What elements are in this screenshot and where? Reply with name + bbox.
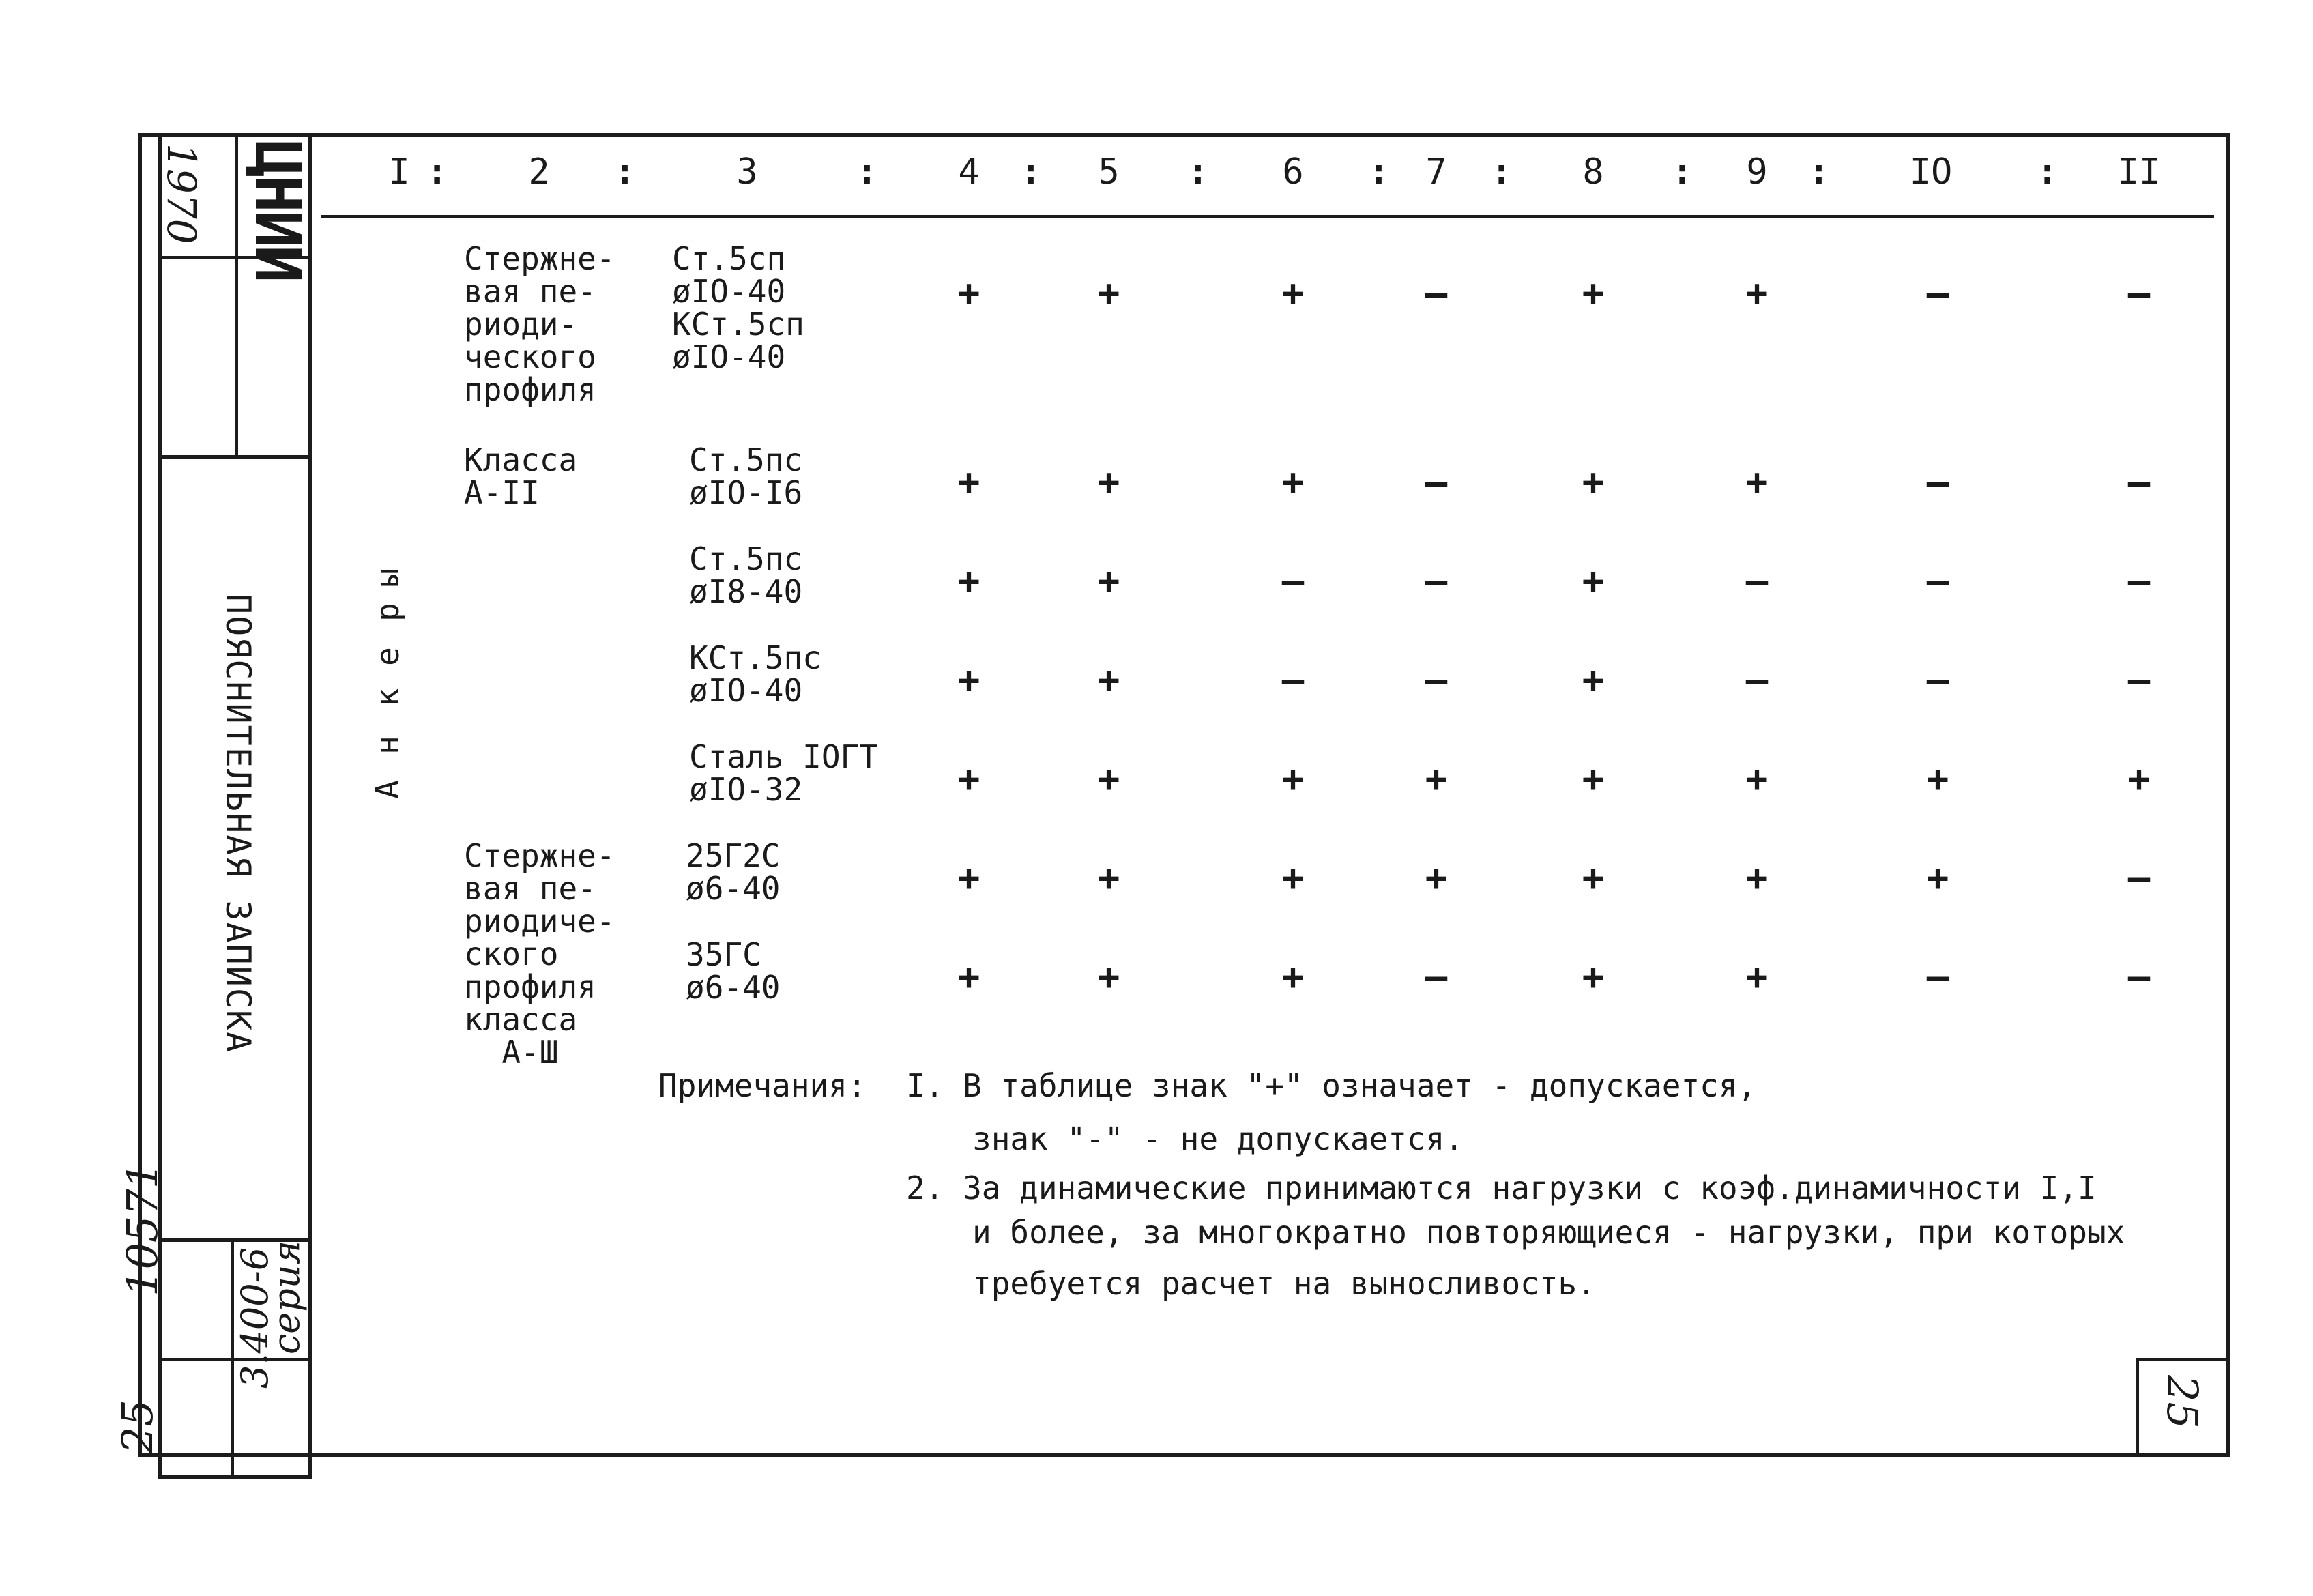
row-material: Ст.5сп øIO-40 КСт.5сп øIO-40 — [672, 240, 804, 375]
column-separator: : — [1020, 151, 1042, 192]
column-header-3: 3 — [736, 151, 758, 192]
row-mark-col-5: + — [1097, 757, 1120, 800]
column-separator: : — [1187, 151, 1209, 192]
row-mark-col-11: – — [2127, 658, 2151, 701]
column-separator: : — [1491, 151, 1513, 192]
column-header-10: IO — [1909, 151, 1953, 192]
row-mark-col-7: + — [1425, 856, 1448, 899]
row-mark-col-9: + — [1745, 856, 1769, 899]
note-2-line-1: 2. За динамические принимаются нагрузки с коэф.динамичности I,I — [906, 1170, 2097, 1206]
stamp-inventory-number: 10571 — [117, 1161, 167, 1296]
row-mark-col-11: + — [2127, 757, 2151, 800]
row-material: 25Г2С ø6-40 — [686, 837, 781, 907]
column-header-6: 6 — [1282, 151, 1304, 192]
column-header-4: 4 — [958, 151, 980, 192]
row-mark-col-8: + — [1582, 757, 1605, 800]
row-mark-col-5: + — [1097, 955, 1120, 998]
column-separator: : — [1368, 151, 1390, 192]
note-1-line-1: I. В таблице знак "+" означает - допускается, — [906, 1067, 1757, 1104]
row-mark-col-6: + — [1281, 856, 1305, 899]
stamp-series-value: 3.400-6 — [233, 1247, 276, 1389]
stamp-line — [158, 455, 312, 459]
row-mark-col-5: + — [1097, 856, 1120, 899]
stamp-sheet-number: 25 — [113, 1399, 162, 1453]
sheet-frame — [138, 133, 2230, 1457]
row-mark-col-8: + — [1582, 560, 1605, 603]
column-header-5: 5 — [1098, 151, 1120, 192]
row-mark-col-9: + — [1745, 461, 1769, 504]
group-label-letter: ы — [369, 568, 406, 587]
row-mark-col-11: – — [2127, 856, 2151, 899]
column-header-7: 7 — [1425, 151, 1447, 192]
column-header-11: II — [2117, 151, 2161, 192]
row-mark-col-6: – — [1281, 658, 1305, 701]
group-label-letter: е — [369, 647, 406, 666]
row-category: Стержне- вая пе- риоди- ческого профиля — [464, 240, 615, 408]
row-mark-col-11: – — [2127, 955, 2151, 998]
row-mark-col-5: + — [1097, 658, 1120, 701]
row-mark-col-4: + — [957, 272, 980, 315]
column-header-8: 8 — [1582, 151, 1604, 192]
row-mark-col-7: + — [1425, 757, 1448, 800]
row-mark-col-6: + — [1281, 272, 1305, 315]
note-1-line-2: знак "-" - не допускается. — [972, 1120, 1464, 1157]
row-mark-col-7: – — [1425, 560, 1448, 603]
row-mark-col-10: – — [1926, 461, 1949, 504]
row-mark-col-8: + — [1582, 658, 1605, 701]
column-separator: : — [426, 151, 448, 192]
row-mark-col-5: + — [1097, 560, 1120, 603]
column-separator: : — [1808, 151, 1830, 192]
row-mark-col-9: + — [1745, 757, 1769, 800]
row-mark-col-5: + — [1097, 272, 1120, 315]
group-label-letter: к — [369, 688, 406, 707]
column-separator: : — [614, 151, 636, 192]
row-mark-col-7: – — [1425, 461, 1448, 504]
group-label-letter: А — [369, 780, 406, 799]
row-mark-col-11: – — [2127, 560, 2151, 603]
row-mark-col-7: – — [1425, 658, 1448, 701]
row-material: 35ГС ø6-40 — [686, 936, 781, 1006]
row-mark-col-10: – — [1926, 272, 1949, 315]
column-header-2: 2 — [528, 151, 550, 192]
row-mark-col-4: + — [957, 461, 980, 504]
row-mark-col-8: + — [1582, 955, 1605, 998]
notes-heading: Примечания: — [658, 1067, 867, 1104]
row-mark-col-8: + — [1582, 272, 1605, 315]
column-separator: : — [2037, 151, 2059, 192]
row-mark-col-4: + — [957, 757, 980, 800]
row-mark-col-6: + — [1281, 757, 1305, 800]
stamp-org-logo: ЦНИИ — [241, 140, 314, 280]
row-mark-col-10: – — [1926, 955, 1949, 998]
row-mark-col-6: – — [1281, 560, 1305, 603]
column-header-9: 9 — [1746, 151, 1768, 192]
row-mark-col-6: + — [1281, 955, 1305, 998]
row-mark-col-9: + — [1745, 272, 1769, 315]
row-material: Ст.5пс øI8-40 — [689, 540, 803, 610]
row-mark-col-6: + — [1281, 461, 1305, 504]
stamp-line — [235, 133, 238, 455]
row-mark-col-7: – — [1425, 272, 1448, 315]
row-material: Ст.5пс øIO-I6 — [689, 441, 803, 511]
row-mark-col-4: + — [957, 560, 980, 603]
row-mark-col-9: + — [1745, 955, 1769, 998]
row-mark-col-9: – — [1745, 658, 1769, 701]
row-material: Сталь IОГТ øIO-32 — [689, 738, 878, 808]
row-mark-col-4: + — [957, 955, 980, 998]
column-header-1: I — [388, 151, 410, 192]
row-mark-col-8: + — [1582, 461, 1605, 504]
header-rule — [321, 215, 2214, 218]
row-mark-col-10: – — [1926, 658, 1949, 701]
row-mark-col-10: + — [1926, 856, 1949, 899]
group-label-letter: р — [369, 603, 406, 622]
stamp-series-label: серия — [265, 1240, 308, 1354]
column-separator: : — [1672, 151, 1693, 192]
note-2-line-2: и более, за многократно повторяющиеся - нагрузки, при которых — [972, 1214, 2125, 1251]
row-mark-col-4: + — [957, 856, 980, 899]
row-mark-col-7: – — [1425, 955, 1448, 998]
row-mark-col-11: – — [2127, 461, 2151, 504]
row-mark-col-9: – — [1745, 560, 1769, 603]
stamp-title: ПОЯСНИТЕЛЬНАЯ ЗАПИСКА — [218, 594, 258, 1054]
row-category: Класса А-II — [464, 441, 578, 511]
row-mark-col-11: – — [2127, 272, 2151, 315]
row-mark-col-4: + — [957, 658, 980, 701]
row-mark-col-8: + — [1582, 856, 1605, 899]
row-mark-col-10: + — [1926, 757, 1949, 800]
sheet-number: 25 — [2157, 1375, 2207, 1429]
row-mark-col-5: + — [1097, 461, 1120, 504]
row-category: Стержне- вая пе- риодиче- ского профиля класса А-Ш — [464, 837, 615, 1071]
stamp-year: 1970 — [158, 143, 205, 244]
group-label-letter: н — [369, 736, 406, 755]
note-2-line-3: требуется расчет на выносливость. — [972, 1265, 1596, 1302]
column-separator: : — [856, 151, 878, 192]
row-material: КСт.5пс øIO-40 — [689, 639, 821, 709]
row-mark-col-10: – — [1926, 560, 1949, 603]
